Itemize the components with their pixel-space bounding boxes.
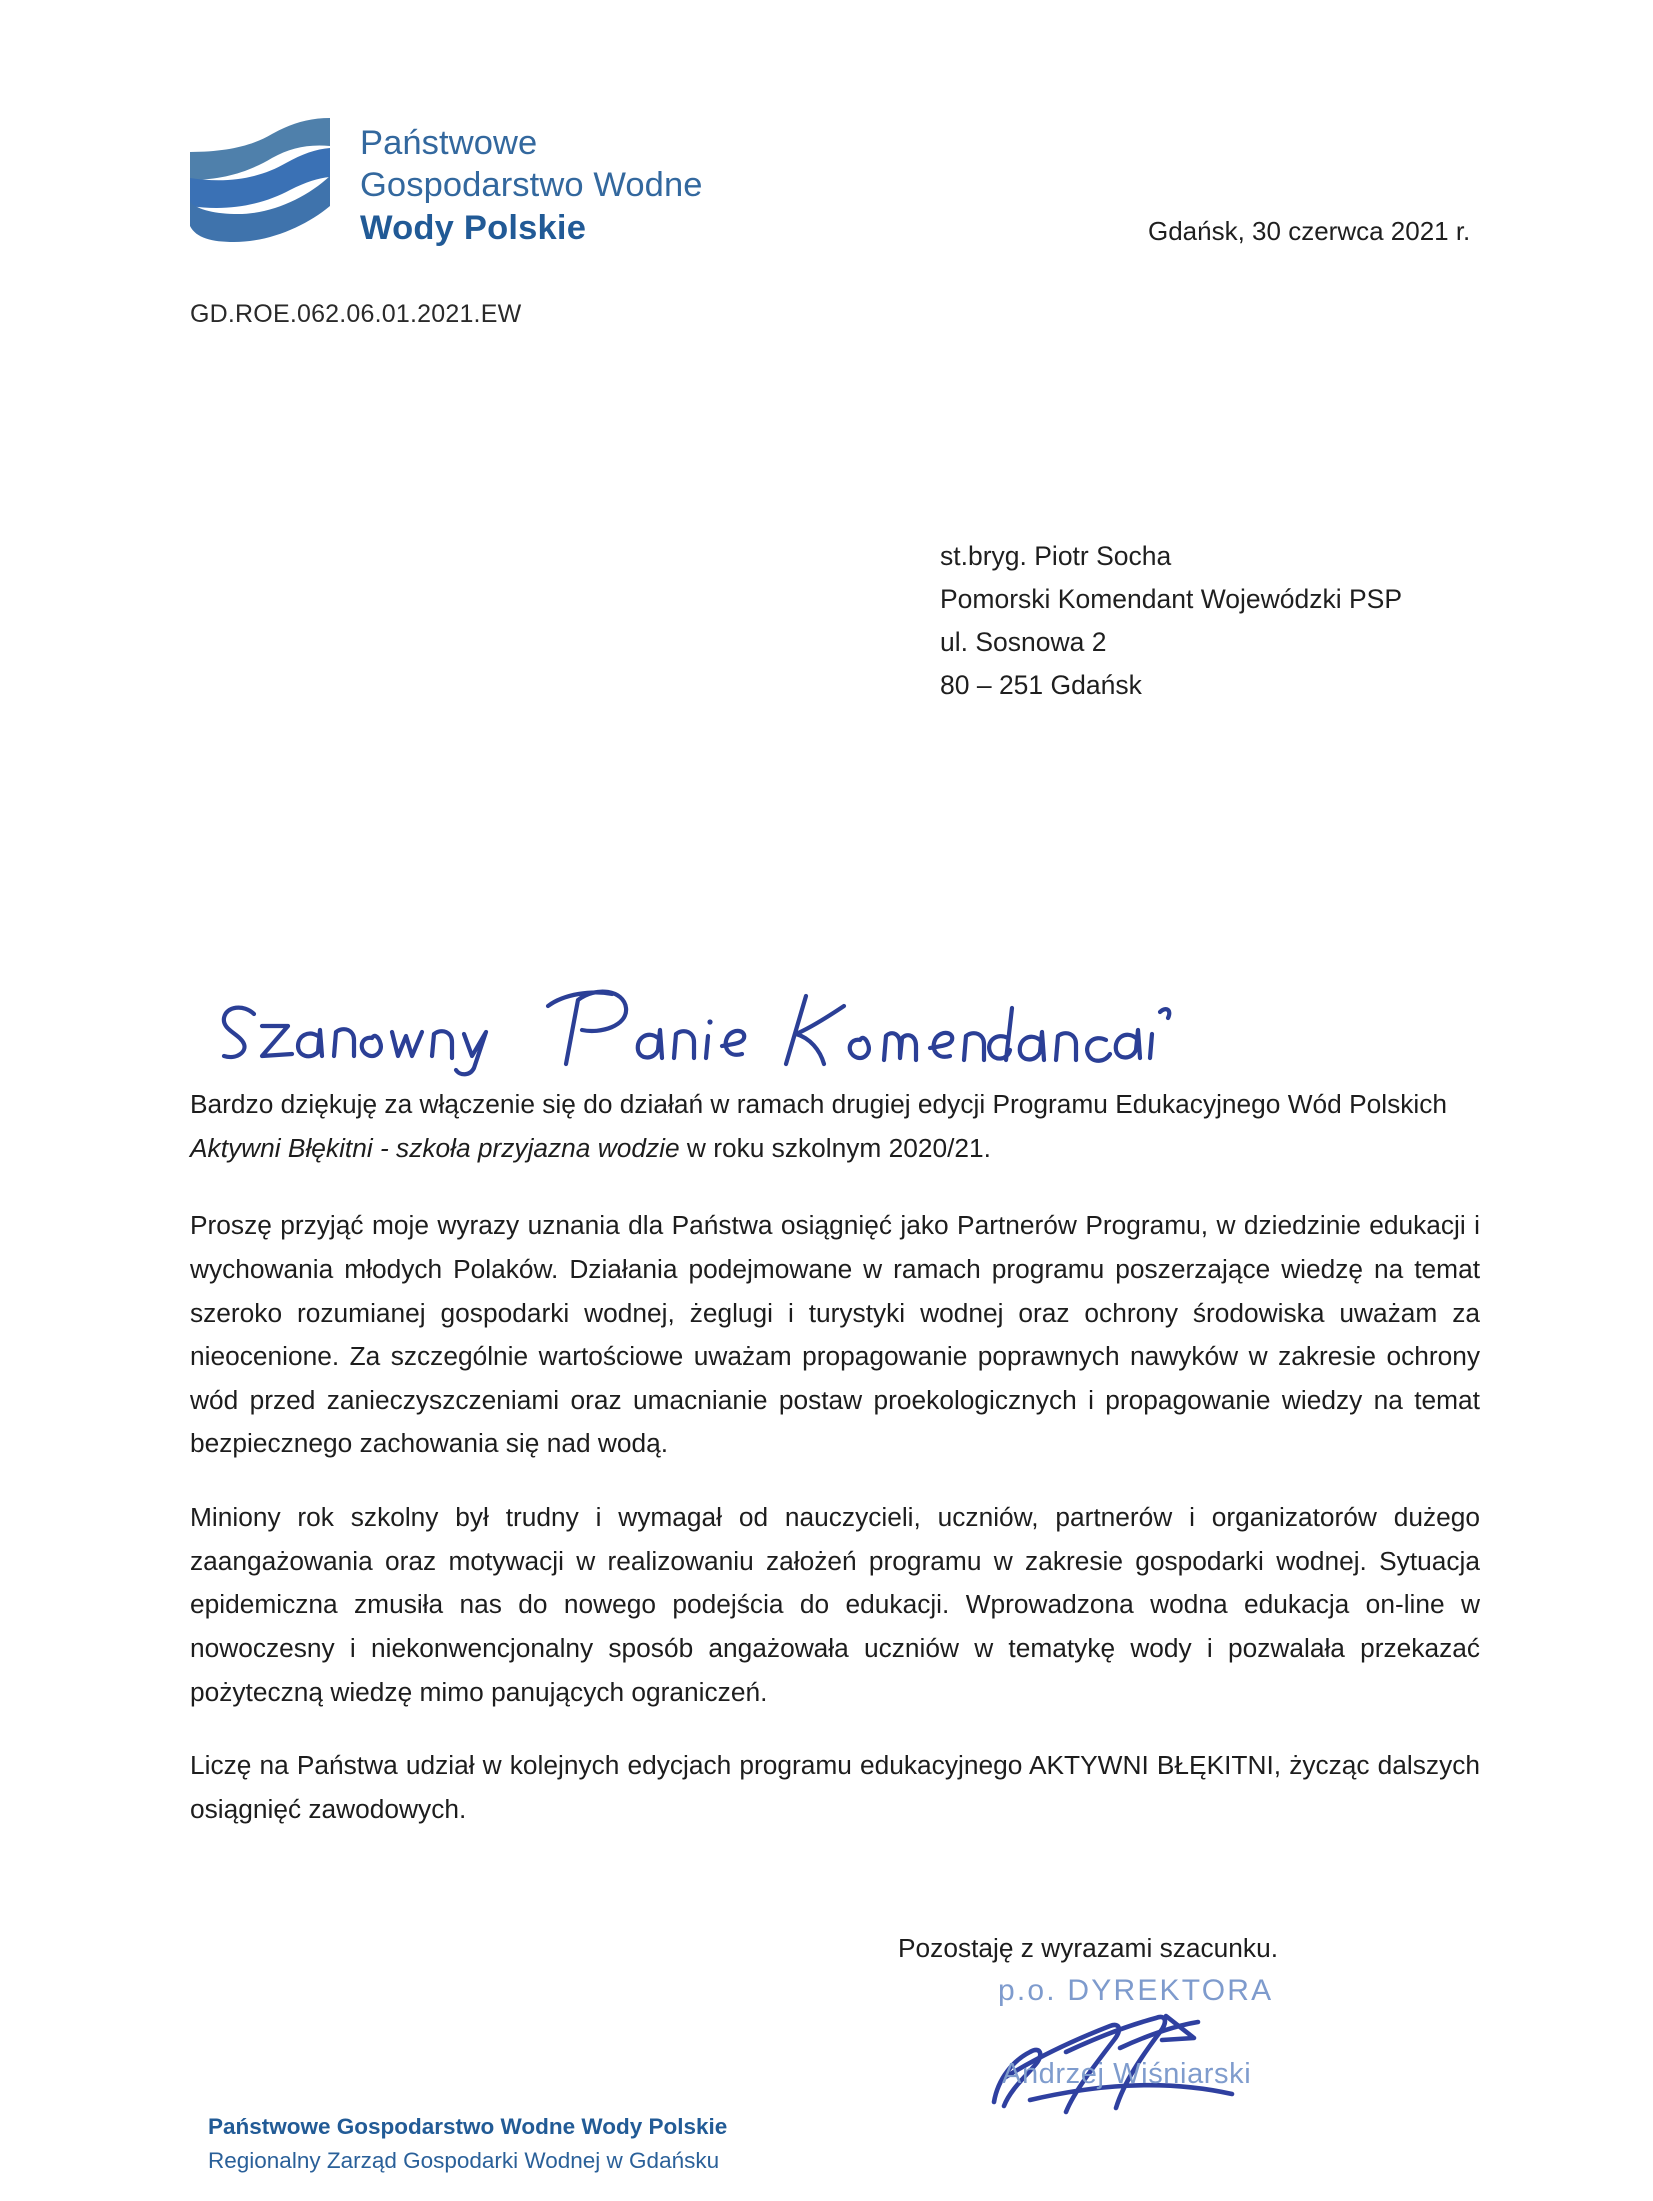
- paragraph-4: Liczę na Państwa udział w kolejnych edycjach programu edukacyjnego AKTYWNI BŁĘKITNI, życząc dalszych osiągnięć zawodowych.: [190, 1750, 1480, 1824]
- stamp-title: p.o. DYREKTORA: [998, 1974, 1274, 2007]
- letterhead-line-1: Państwowe: [360, 124, 538, 162]
- paragraph-1-run-plain-2: w roku szkolnym 2020/21.: [679, 1132, 991, 1163]
- water-waves-logo-icon: [186, 116, 334, 244]
- stamp-name: Andrzej Wiśniarski: [1002, 2058, 1252, 2090]
- addressee-block: [940, 535, 1402, 707]
- reference-number: GD.ROE.062.06.01.2021.EW: [190, 300, 522, 328]
- addressee-line: 80 – 251 Gdańsk: [940, 669, 1142, 700]
- footer-line-1: Państwowe Gospodarstwo Wodne Wody Polskie: [208, 2114, 728, 2139]
- letterhead: [186, 116, 703, 249]
- footer-block: [208, 2110, 727, 2178]
- signature-block: [980, 1972, 1400, 2122]
- paragraph-3: Miniony rok szkolny był trudny i wymagał od nauczycieli, uczniów, partnerów i organizatorów dużego zaangażowania oraz motywacji w realizowaniu założeń programu w zakresie gospodarki wodnej. Sytuacja epidemiczna zmusiła nas do nowego podejścia do edukacji. Wprowadzona wodna edukacja on-line w nowoczesny i niekonwencjonalny sposób angażowała uczniów w tematykę wody i pozwalała przekazać pożyteczną wiedzę mimo panujących ograniczeń.: [190, 1502, 1480, 1707]
- paragraph-1-run-italic: Aktywni Błękitni - szkoła przyjazna wodzie: [190, 1132, 680, 1163]
- place-and-date: Gdańsk, 30 czerwca 2021 r.: [1148, 216, 1471, 246]
- handwritten-signature: [970, 1982, 1400, 2132]
- paragraph-1: [190, 1083, 1480, 1170]
- letterhead-line-3: Wody Polskie: [360, 208, 587, 247]
- closing-line: Pozostaję z wyrazami szacunku.: [898, 1933, 1278, 1963]
- addressee-line: ul. Sosnowa 2: [940, 626, 1107, 657]
- addressee-line: Pomorski Komendant Wojewódzki PSP: [940, 583, 1402, 614]
- letterhead-line-2: Gospodarstwo Wodne: [360, 166, 703, 205]
- addressee-line: st.bryg. Piotr Socha: [940, 541, 1172, 571]
- letterhead-text: [360, 116, 703, 249]
- paragraph-2: Proszę przyjąć moje wyrazy uznania dla Państwa osiągnięć jako Partnerów Programu, w dziedzinie edukacji i wychowania młodych Polaków. Działania podejmowane w ramach programu poszerzające wiedzę na temat szeroko rozumianej gospodarki wodnej, żeglugi i turystyki wodnej oraz ochrony środowiska uważam za nieocenione. Za szczególnie wartościowe uważam propagowanie poprawnych nawyków w zakresie ochrony wód przed zanieczyszczeniami oraz umacnianie postaw proekologicznych i propagowanie wiedzy na temat bezpiecznego zachowania się nad wodą.: [190, 1210, 1480, 1459]
- footer-line-2: Regionalny Zarząd Gospodarki Wodnej w Gdańsku: [208, 2147, 720, 2173]
- handwritten-salutation: [196, 960, 1196, 1070]
- paragraph-1-run-plain-1: Bardzo dziękuję za włączenie się do działań w ramach drugiej edycji Programu Edukacyjnego Wód Polskich: [190, 1089, 1448, 1119]
- letter-body: [190, 1083, 1480, 1862]
